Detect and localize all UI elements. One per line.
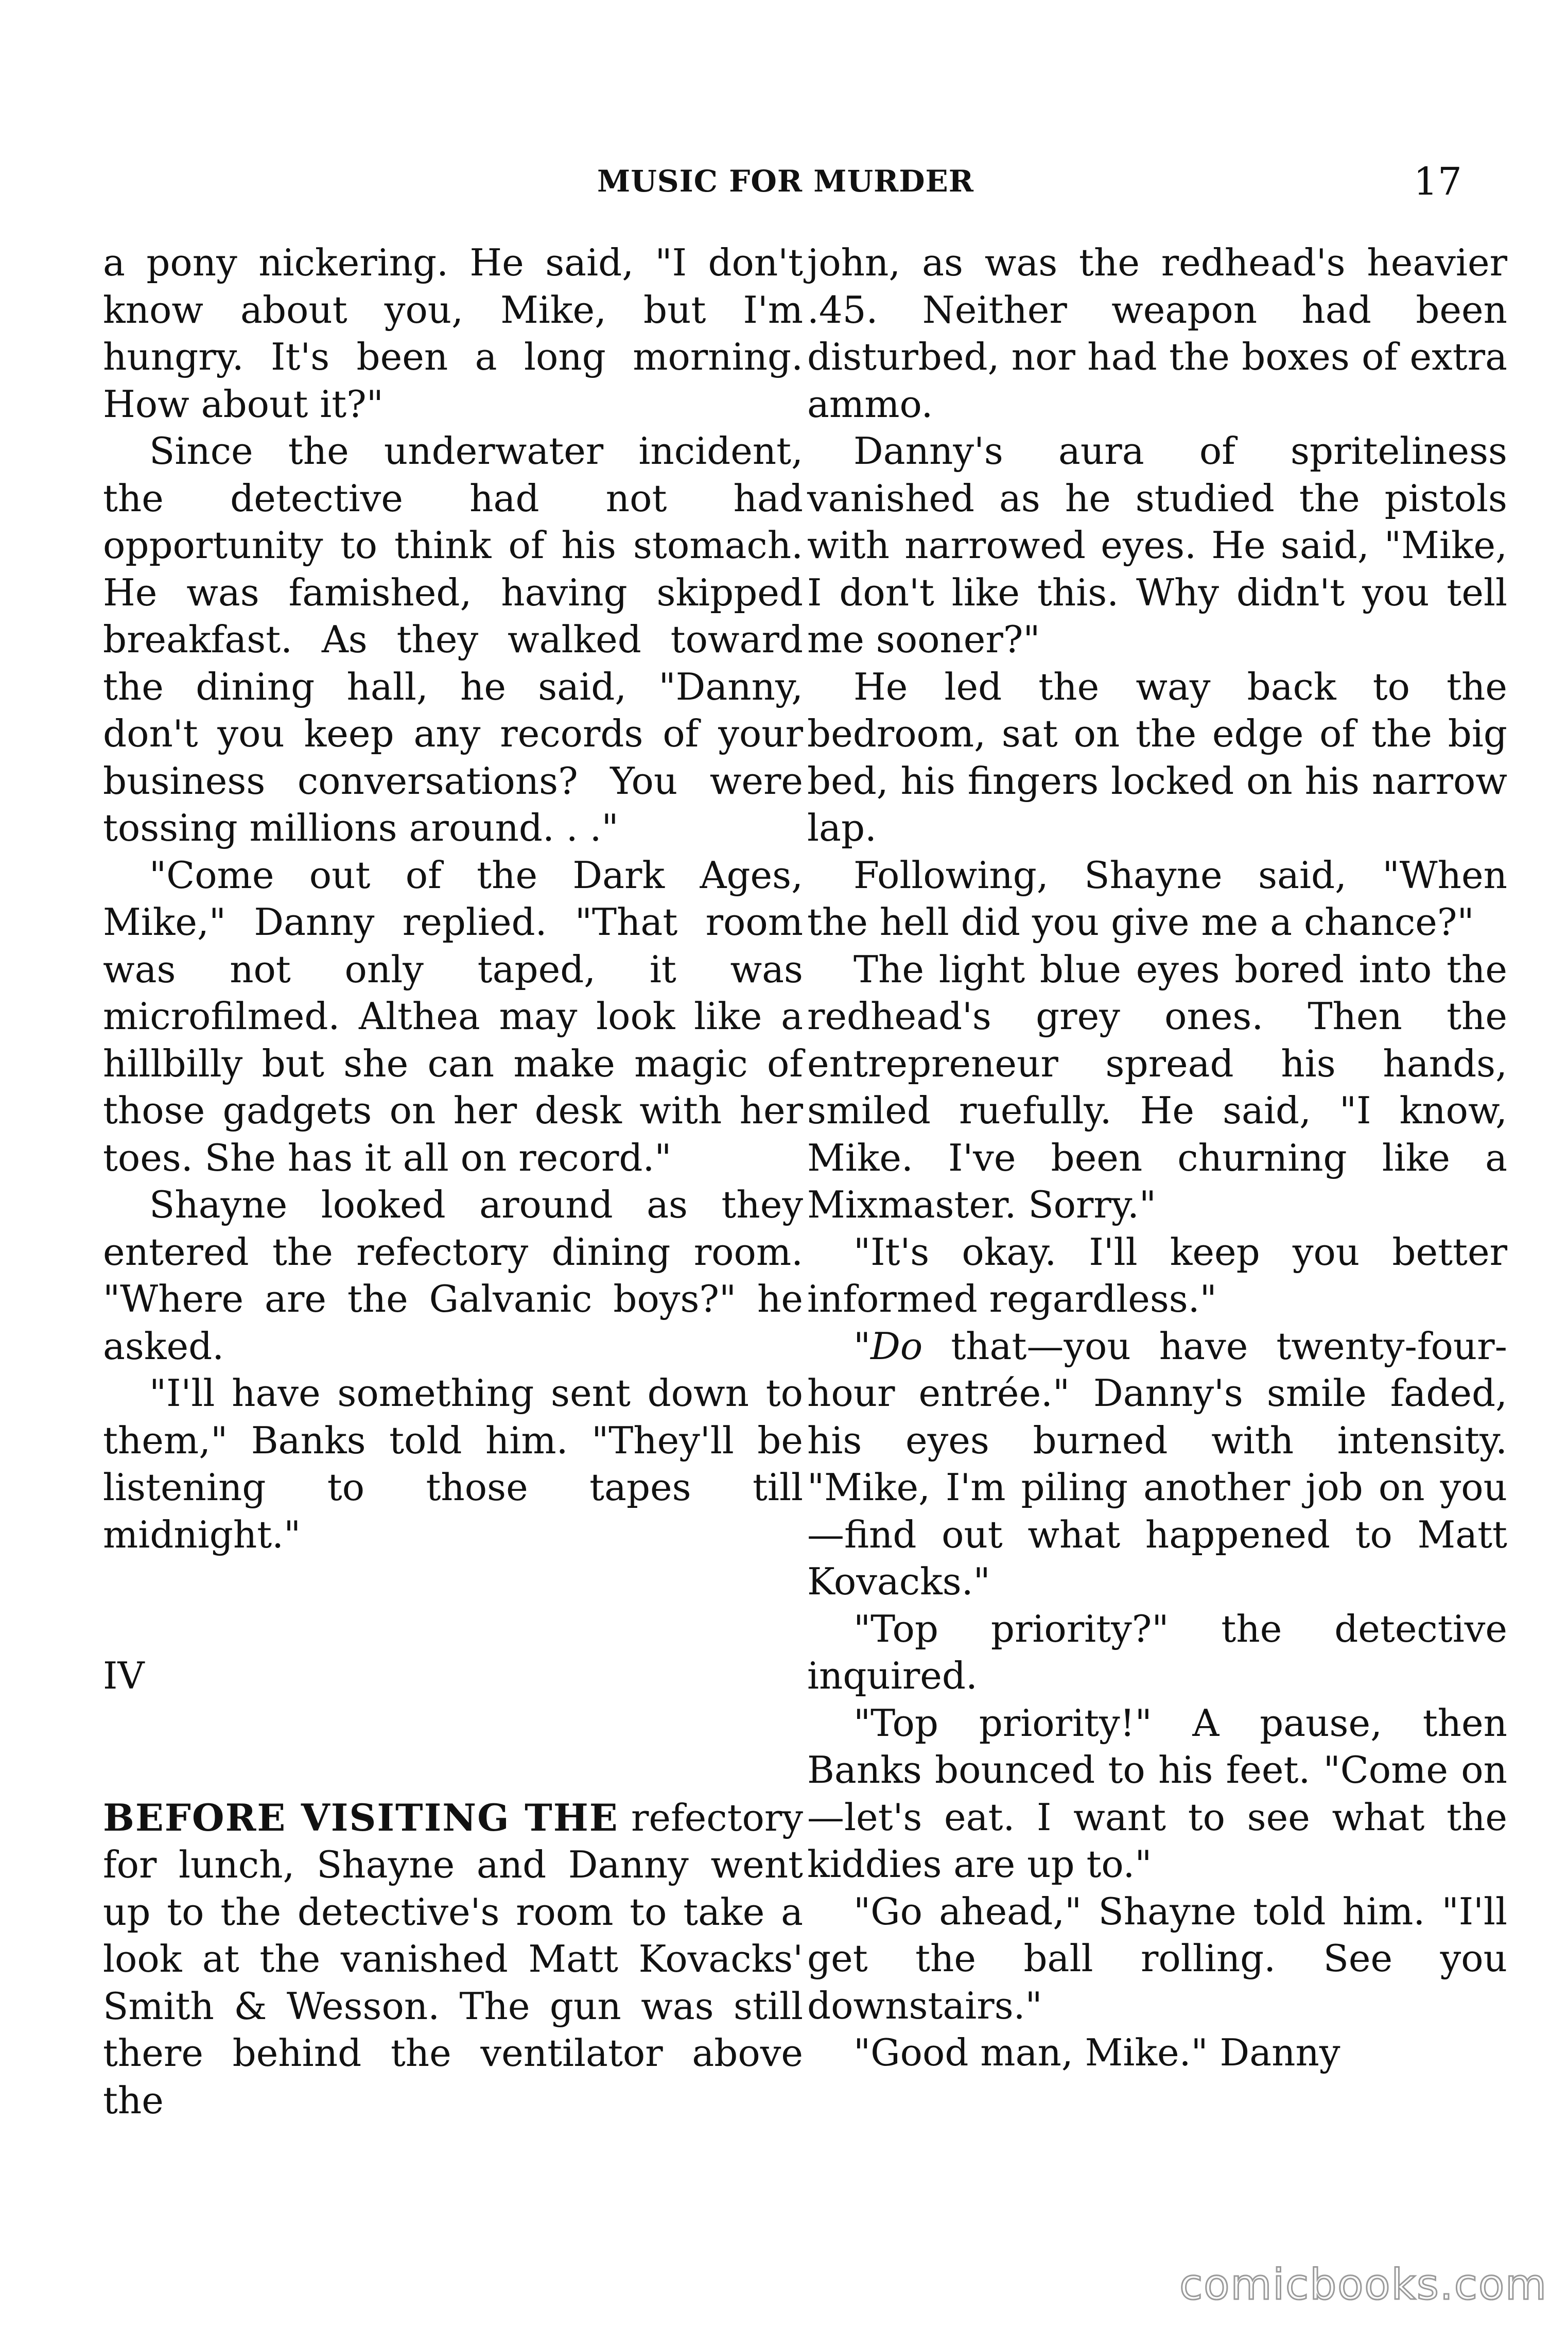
paragraph: The light blue eyes bored into the redhead's grey ones. Then the entrepreneur spread his hands, smiled ruefully. He said, "I know, Mike. I've been churning like a Mixmaster. Sorry."	[807, 947, 1507, 1226]
paragraph: Following, Shayne said, "When the hell did you give me a chance?"	[807, 853, 1507, 944]
paragraph: "Good man, Mike." Danny	[853, 2031, 1340, 2074]
chapter-heading: IV	[103, 1654, 145, 1697]
paragraph: john, as was the redhead's heavier .45. Neither weapon had been disturbed, nor had the boxes of extra ammo.	[807, 241, 1507, 426]
running-title: MUSIC FOR MURDER	[597, 164, 974, 199]
paragraph: Danny's aura of spriteliness vanished as he studied the pistols with narrowed eyes. He said, "Mike, I don't like this. Why didn't you tell me sooner?"	[807, 429, 1507, 661]
left-column	[103, 239, 803, 2124]
page-number: 17	[1413, 160, 1462, 204]
watermark: comicbooks.com	[1179, 2261, 1547, 2309]
paragraph: Since the underwater incident, the detective had not had opportunity to think of his stomach. He was famished, having skipped breakfast. As they walked toward the dining hall, he said, "Danny, don't you keep any records of your business conversations? You were tossing millions around. . ."	[103, 429, 803, 849]
paragraph: "Top priority?" the detective inquired.	[807, 1607, 1507, 1697]
right-column	[807, 239, 1507, 2077]
paragraph	[103, 1794, 803, 2125]
paragraph-text: that—you have twenty-four-hour entrée." Danny's smile faded, his eyes burned with intensity. "Mike, I'm piling another job on you—find out what happened to Matt Kovacks."	[807, 1324, 1507, 1603]
italic-emphasis: "Do	[853, 1324, 923, 1368]
paragraph	[807, 1323, 1507, 1606]
paragraph-text: refectory for lunch, Shayne and Danny went up to the detective's room to take a look at the vanished Matt Kovacks' Smith & Wesson. The gun was still there behind the ventilator above the	[103, 1796, 803, 2122]
paragraph: a pony nickering. He said, "I don't know about you, Mike, but I'm hungry. It's been a long morning. How about it?"	[103, 241, 803, 426]
paragraph: "It's okay. I'll keep you better informed regardless."	[807, 1230, 1507, 1320]
chapter-opening-lead: BEFORE VISITING THE	[103, 1795, 619, 1839]
paragraph: "Top priority!" A pause, then Banks bounced to his feet. "Come on—let's eat. I want to see what the kiddies are up to."	[807, 1701, 1507, 1886]
page-header	[597, 160, 1555, 210]
paragraph: He led the way back to the bedroom, sat on the edge of the big bed, his fingers locked on his narrow lap.	[807, 665, 1507, 849]
paragraph: "I'll have something sent down to them," Banks told him. "They'll be listening to those tapes till midnight."	[103, 1371, 803, 1556]
paragraph: Shayne looked around as they entered the refectory dining room. "Where are the Galvanic boys?" he asked.	[103, 1183, 803, 1368]
paragraph: "Go ahead," Shayne told him. "I'll get the ball rolling. See you downstairs."	[807, 1889, 1507, 2027]
paragraph: "Come out of the Dark Ages, Mike," Danny replied. "That room was not only taped, it was microfilmed. Althea may look like a hillbilly but she can make magic of those gadgets on her desk with her toes. She has it all on record."	[103, 853, 803, 1179]
